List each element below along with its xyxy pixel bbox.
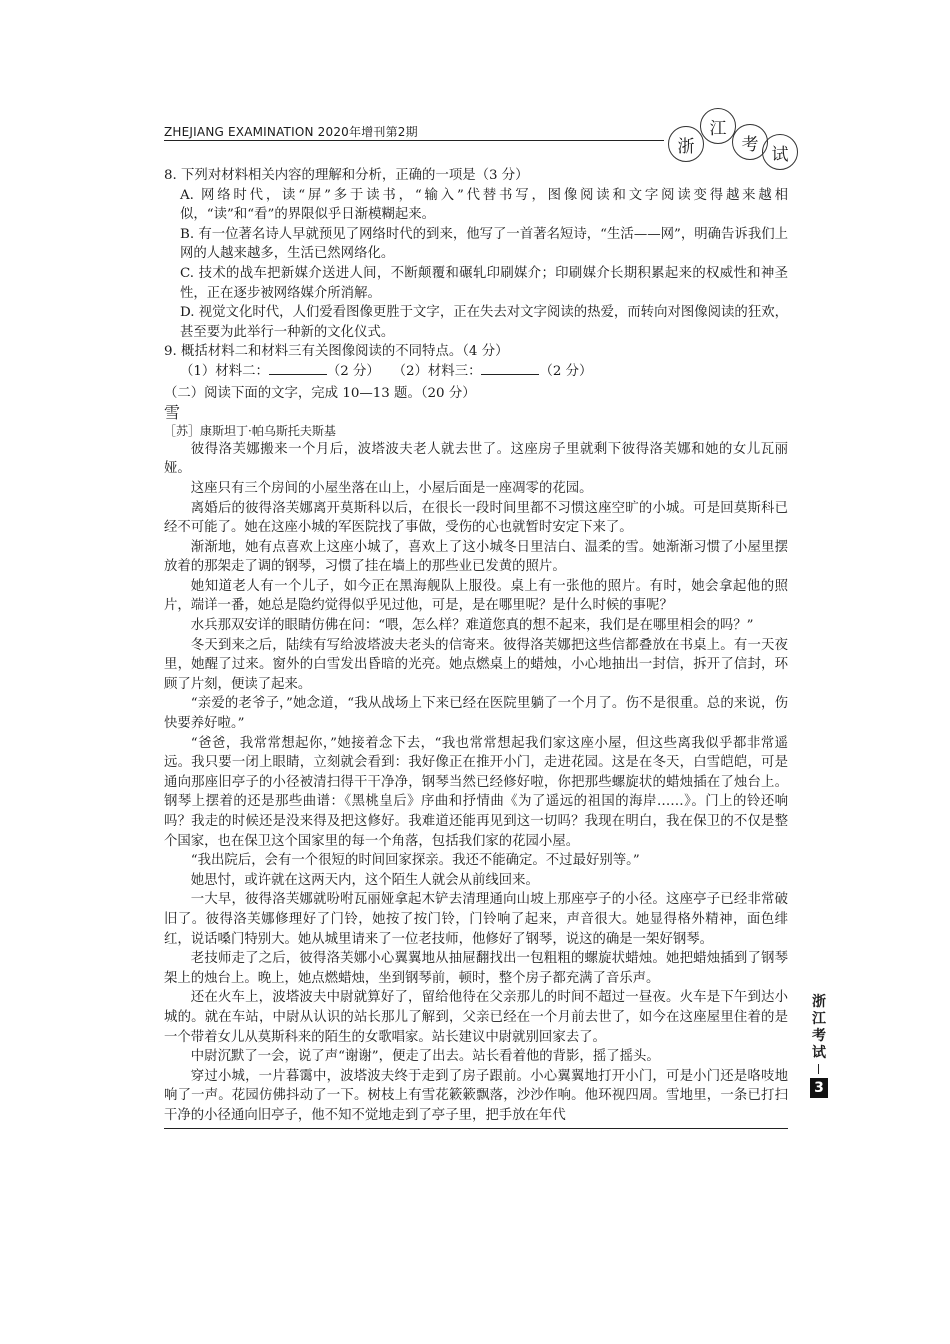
paragraph: 水兵那双安详的眼睛仿佛在问：“喂，怎么样？难道您真的想不起来，我们是在哪里相会的吗？” (190, 618, 754, 634)
q9-part1-label: （1）材料二： (180, 363, 269, 379)
q9-part1-score: （2 分） (326, 363, 380, 379)
page-number: 3 (810, 1078, 828, 1098)
journal-header: ZHEJIANG EXAMINATION 2020年增刊第2期 (164, 125, 418, 139)
paragraph: “爸爸，我常常想起你，”她接着念下去，“我也常常想起我们家这座小屋，但这些离我似乎都非常遥远。我只要一闭上眼睛，立刻就会看到：我好像正在推开小门，走进花园。这是在冬天，白雪皑皑，可是通向那座旧亭子的小径被清扫得干干净净，钢琴当然已经修好啦，你把那些螺旋状的蜡烛插在了烛台上。钢琴上摆着的还是那些曲谱：《黑桃皇后》序曲和抒情曲《为了遥远的祖国的海岸……》。门上的铃还响吗？我走的时候还是没来得及把这修好。我难道还能再见到这一切吗？我现在明白，我在保卫的不仅是整个国家，也在保卫这个国家里的每一个角落，包括我们家的花园小屋。 (164, 735, 788, 849)
side-tab-label (810, 994, 828, 1062)
paragraph: 老技师走了之后，彼得洛芙娜小心翼翼地从抽屉翻找出一包粗粗的螺旋状蜡烛。她把蜡烛插到了钢琴架上的烛台上。晚上，她点燃蜡烛，坐到钢琴前，顿时，整个房子都充满了音乐声。 (164, 951, 788, 986)
paragraph: 离婚后的彼得洛芙娜离开莫斯科以后，在很长一段时间里都不习惯这座空旷的小城。可是回莫斯科已经不可能了。她在这座小城的军医院找了事做，受伤的心也就暂时安定下来了。 (164, 500, 788, 536)
paragraph: 她知道老人有一个儿子，如今正在黑海舰队上服役。桌上有一张他的照片。有时，她会拿起他的照片，端详一番，她总是隐约觉得似乎见过他，可是，是在哪里呢？是什么时候的事呢？ (164, 578, 788, 614)
q9-part2-score: （2 分） (539, 363, 593, 379)
paragraph: 这座只有三个房间的小屋坐落在山上，小屋后面是一座凋零的花园。 (190, 480, 593, 496)
paragraph: 还在火车上，波塔波夫中尉就算好了，留给他待在父亲那儿的时间不超过一昼夜。火车是下午到达小城的。就在车站，中尉从认识的站长那儿了解到，父亲已经在一个月前去世了，如今在这座屋里住着的是一个带着女儿从莫斯科来的陌生的女歌唱家。站长建议中尉就别回家去了。 (164, 990, 788, 1045)
document-body (164, 166, 788, 1129)
q8-option-d: D. 视觉文化时代，人们爱看图像更胜于文字，正在失去对文字阅读的热爱，而转向对图像阅读的狂欢，甚至要为此举行一种新的文化仪式。 (180, 305, 788, 340)
paragraph: 彼得洛芙娜搬来一个月后，波塔波夫老人就去世了。这座房子里就剩下彼得洛芙娜和她的女儿瓦丽娅。 (164, 441, 788, 477)
header-rule (164, 140, 664, 141)
q9-stem: 9. 概括材料二和材料三有关图像阅读的不同特点。（4 分） (164, 344, 509, 360)
seal-char-4: 试 (762, 134, 798, 170)
seal-char-1: 浙 (668, 126, 704, 162)
seal-char-2: 江 (700, 108, 736, 144)
q9-parts (164, 362, 788, 382)
q8-stem: 8. 下列对材料相关内容的理解和分析，正确的一项是（3 分） (164, 168, 529, 183)
section2-heading: （二）阅读下面的文字，完成 10—13 题。（20 分） (164, 385, 476, 401)
q9-part1-blank[interactable] (269, 362, 327, 375)
q8-option-a: A. 网络时代，读“屏”多于读书，“输入”代替书写，图像阅读和文字阅读变得越来越相似，“读”和“看”的界限似乎日渐模糊起来。 (180, 187, 788, 223)
q9-part2-blank[interactable] (481, 362, 539, 375)
story-title: 雪 (164, 403, 181, 423)
q9-part2-label: （2）材料三： (392, 363, 482, 379)
paragraph-last: 穿过小城，一片暮霭中，波塔波夫终于走到了房子跟前。小心翼翼地打开小门，可是小门还是咯吱地响了一声。花园仿佛抖动了一下。树枝上有雪花簌簌飘落，沙沙作响。他环视四周。雪地里，一条已打扫干净的小径通向旧亭子，他不知不觉地走到了亭子里，把手放在年代 (164, 1067, 788, 1129)
q8-option-c: C. 技术的战车把新媒介送进人间，不断颠覆和碾轧印刷媒介；印刷媒介长期积累起来的权威性和神圣性，正在逐步被网络媒介所消解。 (180, 265, 788, 301)
paragraph: 渐渐地，她有点喜欢上这座小城了，喜欢上了这小城冬日里洁白、温柔的雪。她渐渐习惯了小屋里摆放着的那架走了调的钢琴，习惯了挂在墙上的那些业已发黄的照片。 (164, 539, 788, 575)
side-tab-rule (818, 1064, 819, 1074)
paragraph: 她思忖，或许就在这两天内，这个陌生人就会从前线回来。 (190, 872, 539, 888)
side-tab-text: 浙江考试 (812, 994, 826, 1061)
seal-char-3: 考 (732, 124, 768, 160)
paragraph: “我出院后，会有一个很短的时间回家探亲。我还不能确定。不过最好别等。” (190, 853, 640, 869)
paragraph: “亲爱的老爷子，”她念道，“我从战场上下来已经在医院里躺了一个月了。伤不是很重。总的来说，伤快要养好啦。” (164, 696, 788, 732)
story-author: ［苏］康斯坦丁·帕乌斯托夫斯基 (164, 423, 336, 438)
paragraph: 冬天到来之后，陆续有写给波塔波夫老头的信寄来。彼得洛芙娜把这些信都叠放在书桌上。有一天夜里，她醒了过来。窗外的白雪发出昏暗的光亮。她点燃桌上的蜡烛，小心地抽出一封信，拆开了信封，环顾了片刻，便读了起来。 (164, 637, 788, 692)
q8-option-b: B. 有一位著名诗人早就预见了网络时代的到来，他写了一首著名短诗，“生活——网”，明确告诉我们上网的人越来越多，生活已然网络化。 (180, 226, 788, 262)
paragraph: 一大早，彼得洛芙娜就吩咐瓦丽娅拿起木铲去清理通向山坡上那座亭子的小径。这座亭子已经非常破旧了。彼得洛芙娜修理好了门铃，她按了按门铃，门铃响了起来，声音很大。她显得格外精神，面色绯红，说话嗓门特别大。她从城里请来了一位老技师，他修好了钢琴，说这的确是一架好钢琴。 (164, 892, 788, 947)
paragraph: 中尉沉默了一会，说了声“谢谢”，便走了出去。站长看着他的背影，摇了摇头。 (190, 1049, 660, 1065)
